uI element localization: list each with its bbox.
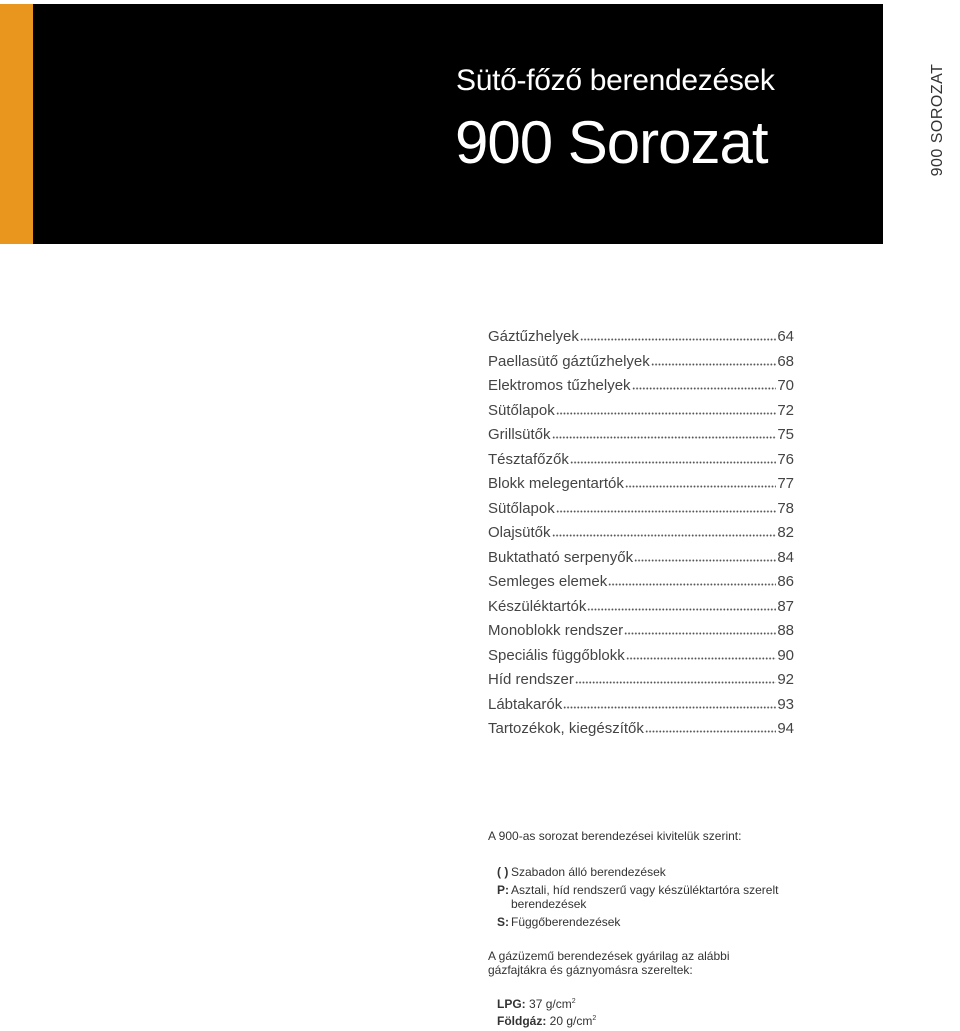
toc-item[interactable]	[488, 573, 794, 598]
toc-item-label: Sütőlapok	[488, 401, 555, 419]
toc-item-page: 92	[777, 671, 794, 688]
toc-item-label: Speciális függőblokk	[488, 646, 625, 664]
toc-dot-leader	[645, 721, 776, 733]
gas-unit-exponent: 2	[592, 1015, 597, 1022]
series-intro-text: A 900-as sorozat berendezései kivitelük szerint:	[488, 829, 742, 843]
legend-key: P:	[497, 883, 509, 897]
toc-item[interactable]	[488, 696, 794, 721]
side-label	[918, 63, 958, 177]
toc-item[interactable]	[488, 475, 794, 500]
gas-pressure-list	[488, 997, 596, 1031]
toc-item-label: Grillsütők	[488, 426, 551, 443]
toc-item-page: 68	[777, 352, 794, 370]
gas-value: 37 g/cm	[529, 997, 572, 1011]
toc-item-page: 70	[777, 377, 794, 394]
toc-dot-leader	[563, 697, 776, 709]
toc-dot-leader	[552, 427, 777, 439]
toc-item-label: Tartozékok, kiegészítők	[488, 720, 644, 737]
toc-dot-leader	[587, 599, 776, 611]
toc-item-page: 88	[777, 622, 794, 639]
toc-item-page: 82	[777, 524, 794, 541]
toc-dot-leader	[608, 574, 776, 586]
toc-dot-leader	[626, 648, 777, 660]
gas-row-lpg	[497, 997, 596, 1011]
toc-item-label: Elektromos tűzhelyek	[488, 377, 631, 394]
legend-row-tabletop	[488, 883, 791, 911]
toc-item[interactable]	[488, 671, 794, 696]
legend-key: S:	[497, 915, 509, 929]
toc-item-page: 76	[777, 450, 794, 468]
toc-item[interactable]	[488, 622, 794, 647]
toc-item-page: 86	[777, 573, 794, 590]
toc-item[interactable]	[488, 720, 794, 745]
table-of-contents	[488, 328, 794, 745]
toc-item-page: 94	[777, 720, 794, 737]
toc-dot-leader	[634, 550, 776, 562]
legend-row-suspended	[488, 915, 791, 929]
gas-row-natural-gas	[497, 1014, 596, 1028]
toc-dot-leader	[580, 329, 776, 341]
toc-item-label: Blokk melegentartók	[488, 475, 624, 492]
toc-item-page: 87	[777, 597, 794, 615]
legend-key: ( )	[497, 865, 509, 879]
toc-dot-leader	[651, 354, 777, 366]
toc-item-page: 64	[777, 328, 794, 345]
gas-value: 20 g/cm	[549, 1014, 593, 1028]
gas-label: LPG:	[497, 997, 526, 1011]
toc-dot-leader	[556, 501, 777, 513]
page-subtitle: Sütő-főző berendezések	[456, 64, 775, 97]
toc-item-label: Gáztűzhelyek	[488, 328, 579, 345]
toc-item-page: 84	[777, 548, 794, 566]
toc-item[interactable]	[488, 500, 794, 525]
toc-dot-leader	[575, 672, 776, 684]
toc-item-label: Készüléktartók	[488, 597, 587, 615]
toc-item-label: Paellasütő gáztűzhelyek	[488, 352, 650, 370]
toc-dot-leader	[625, 476, 776, 488]
toc-dot-leader	[632, 378, 777, 390]
gas-label: Földgáz:	[497, 1014, 547, 1028]
toc-item-label: Tésztafőzők	[488, 450, 569, 468]
toc-item[interactable]	[488, 598, 794, 623]
toc-dot-leader	[624, 623, 776, 635]
toc-item-page: 90	[777, 646, 794, 664]
legend-text: Asztali, híd rendszerű vagy készüléktartóra szerelt berendezések	[511, 883, 779, 911]
toc-item-label: Semleges elemek	[488, 573, 608, 590]
toc-item-label: Monoblokk rendszer	[488, 622, 624, 639]
toc-item[interactable]	[488, 426, 794, 451]
gas-unit-exponent: 2	[571, 998, 576, 1005]
side-label-text: 900 SOROZAT	[929, 63, 946, 177]
legend-text: Szabadon álló berendezések	[511, 865, 666, 879]
toc-item-label: Buktatható serpenyők	[488, 548, 634, 566]
toc-item-label: Lábtakarók	[488, 695, 563, 713]
toc-dot-leader	[556, 403, 777, 415]
toc-item-page: 72	[777, 401, 794, 419]
toc-dot-leader	[552, 525, 777, 537]
toc-item[interactable]	[488, 377, 794, 402]
toc-item-label: Olajsütők	[488, 524, 551, 541]
version-legend	[488, 865, 791, 933]
toc-item[interactable]	[488, 647, 794, 672]
toc-item-label: Sütőlapok	[488, 499, 555, 517]
toc-item[interactable]	[488, 524, 794, 549]
toc-dot-leader	[570, 452, 776, 464]
toc-item-page: 75	[777, 426, 794, 443]
gas-intro-text: A gázüzemű berendezések gyárilag az alábbi gázfajtákra és gáznyomásra szereltek:	[488, 949, 730, 977]
toc-item-page: 93	[777, 695, 794, 713]
toc-item-page: 77	[777, 475, 794, 492]
toc-item[interactable]	[488, 402, 794, 427]
toc-item[interactable]	[488, 353, 794, 378]
toc-item[interactable]	[488, 328, 794, 353]
page-title: 900 Sorozat	[455, 109, 768, 176]
toc-item-label: Híd rendszer	[488, 671, 574, 688]
toc-item[interactable]	[488, 549, 794, 574]
accent-bar	[0, 4, 33, 244]
toc-item-page: 78	[777, 499, 794, 517]
legend-text: Függőberendezések	[511, 915, 621, 929]
legend-row-freestanding	[488, 865, 791, 879]
toc-item[interactable]	[488, 451, 794, 476]
